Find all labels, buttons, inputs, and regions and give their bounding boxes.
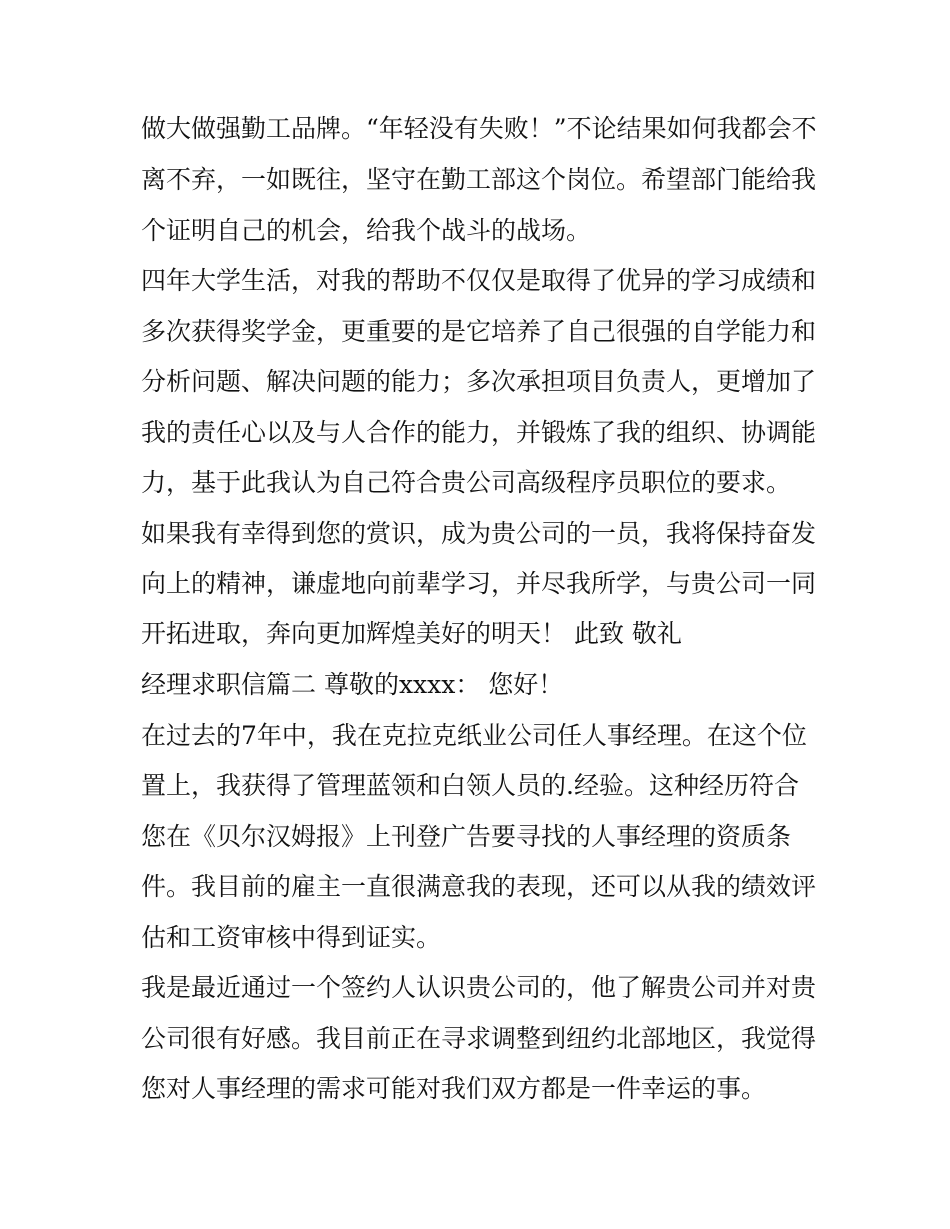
text-line: 向上的精神，谦虚地向前辈学习，并尽我所学，与贵公司一同 <box>141 569 817 598</box>
text-line: 多次获得奖学金，更重要的是它培养了自己很强的自学能力和 <box>141 317 817 346</box>
text-line: 个证明自己的机会，给我个战斗的战场。 <box>141 216 592 245</box>
text-line: 估和工资审核中得到证实。 <box>141 923 442 952</box>
text-line: 您对人事经理的需求可能对我们双方都是一件幸运的事。 <box>141 1074 767 1103</box>
text-line: 我的责任心以及与人合作的能力，并锻炼了我的组织、协调能 <box>141 418 817 447</box>
text-line: 四年大学生活，对我的帮助不仅仅是取得了优异的学习成绩和 <box>141 266 817 295</box>
text-line: 公司很有好感。我目前正在寻求调整到纽约北部地区，我觉得 <box>141 1024 817 1053</box>
text-line: 我是最近通过一个签约人认识贵公司的，他了解贵公司并对贵 <box>141 973 817 1002</box>
text-line: 做大做强勤工品牌。“年轻没有失败！”不论结果如何我都会不 <box>141 114 817 143</box>
text-line: 经理求职信篇二 尊敬的xxxx： 您好！ <box>141 670 564 699</box>
text-line: 件。我目前的雇主一直很满意我的表现，还可以从我的绩效评 <box>141 872 817 901</box>
text-line: 离不弃，一如既往，坚守在勤工部这个岗位。希望部门能给我 <box>141 165 817 194</box>
text-line: 在过去的7年中，我在克拉克纸业公司任人事经理。在这个位 <box>141 721 807 750</box>
text-line: 分析问题、解决问题的能力；多次承担项目负责人，更增加了 <box>141 367 817 396</box>
text-line: 力，基于此我认为自己符合贵公司高级程序员职位的要求。 <box>141 468 792 497</box>
text-line: 如果我有幸得到您的赏识，成为贵公司的一员，我将保持奋发 <box>141 519 817 548</box>
text-line: 您在《贝尔汉姆报》上刊登广告要寻找的人事经理的资质条 <box>141 822 792 851</box>
text-line: 开拓进取，奔向更加辉煌美好的明天！ 此致 敬礼 <box>141 619 682 648</box>
text-line: 置上，我获得了管理蓝领和白领人员的.经验。这种经历符合 <box>141 771 799 800</box>
